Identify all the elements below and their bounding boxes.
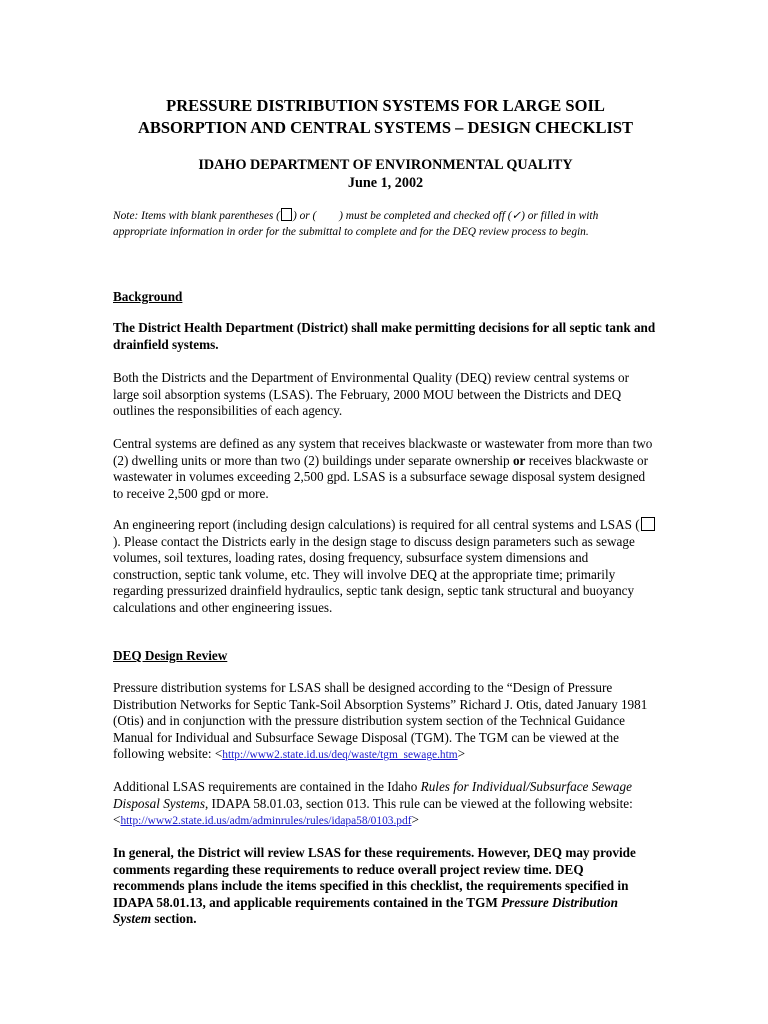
title-line-2: ABSORPTION AND CENTRAL SYSTEMS – DESIGN CHECKLIST [137,118,634,137]
background-paragraph-1: The District Health Department (District) shall make permitting decisions for all septic tank and drainfield systems. [113,320,656,352]
document-date: June 1, 2002 [347,175,424,191]
document-title [113,95,658,139]
background-paragraph-4: An engineering report (including design calculations) is required for all central systems and LSAS (). Please contact the Districts early in the design stage to discuss design parameters such as sewage volumes, soil textures, loading rates, dosing frequency, subsurface system dimensions and construction, septic tank volume, etc. They will involve DEQ at the appropriate time; primarily regarding pressurized drainfield hydraulics, septic tank design, septic tank structural and buoyancy calculations and other engineering issues. [113,517,658,617]
background-paragraph-3: Central systems are defined as any system that receives blackwaste or wastewater from more than two (2) dwelling units or more than two (2) buildings under separate ownership or receives blackwaste or wastewater in volumes exceeding 2,500 gpd. LSAS is a subsurface sewage disposal system designed to receive 2,500 gpd or more. [113,436,653,501]
idapa-rules-link[interactable]: http://www2.state.id.us/adm/adminrules/rules/idapa58/0103.pdf [120,815,412,828]
deq-review-heading: DEQ Design Review [113,648,228,663]
instructions-note: Note: Items with blank parentheses ( ) or ( ) must be completed and checked off (✓) or filled in with appropriate information in order for the submittal to complete and for the DEQ review process to begin. [113,210,599,238]
document-subtitle [113,156,658,192]
title-line-1: PRESSURE DISTRIBUTION SYSTEMS FOR LARGE SOIL [166,96,605,115]
tgm-sewage-link[interactable]: http://www2.state.id.us/deq/waste/tgm_sewage.htm [222,749,458,762]
agency-name: IDAHO DEPARTMENT OF ENVIRONMENTAL QUALITY [198,157,573,173]
deq-review-paragraph-1: Pressure distribution systems for LSAS shall be designed according to the “Design of Pressure Distribution Networks for Septic Tank-Soil Absorption Systems” Richard J. Otis, dated January 1981 (Otis) and in conjunction with the pressure distribution system section of the Technical Guidance Manual for Individual and Subsurface Sewage Disposal (TGM). The TGM can be viewed at the following website: <http://www2.state.id.us/deq/waste/tgm_sewage.htm> [113,680,648,762]
deq-review-paragraph-2: Additional LSAS requirements are contained in the Idaho Rules for Individual/Subsurface Sewage Disposal Systems, IDAPA 58.01.03, section 013. This rule can be viewed at the following website: <http://www2.state.id.us/adm/adminrules/rules/idapa58/0103.pdf> [113,779,633,828]
background-heading: Background [113,289,183,304]
deq-review-paragraph-3: In general, the District will review LSAS for these requirements. However, DEQ may provide comments regarding these requirements to reduce overall project review time. DEQ recommends plans include the items specified in this checklist, the requirements specified in IDAPA 58.01.13, and applicable requirements contained in the TGM Pressure Distribution System section. [113,845,636,927]
checkbox-icon [281,208,292,221]
checkbox-icon [641,517,655,531]
background-paragraph-2: Both the Districts and the Department of Environmental Quality (DEQ) review central systems or large soil absorption systems (LSAS). The February, 2000 MOU between the Districts and DEQ outlines the responsibilities of each agency. [113,370,630,419]
emphasis-or: or [512,452,526,468]
